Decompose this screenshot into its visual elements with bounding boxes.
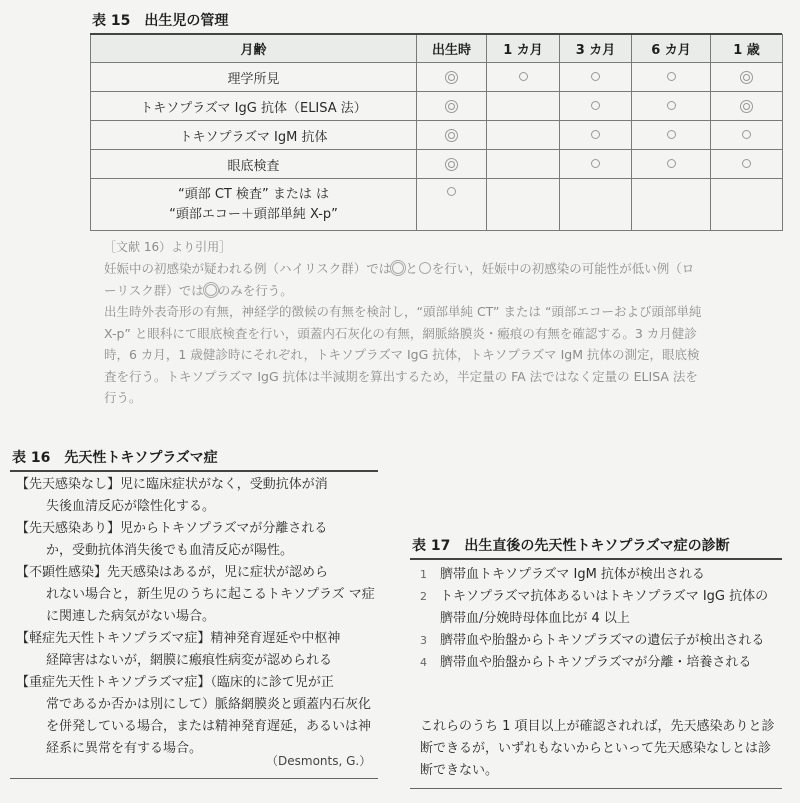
mark-cell: [560, 63, 632, 92]
item-continuation: れない場合と，新生児のうちに起こるトキソプラズ マ症に関連した病気がない場合。: [46, 587, 375, 624]
item-text: 臍帯血や胎盤からトキソプラズマの遺伝子が検出される: [440, 633, 765, 648]
mark-cell: [632, 179, 711, 231]
table15-row: [91, 121, 783, 150]
item-head: 【重症先天性トキソプラズマ症】（臨床的に診て児が正: [16, 675, 334, 690]
circle-icon: [419, 262, 431, 274]
mark-cell: [417, 92, 487, 121]
list-item: [420, 652, 780, 674]
mark-cell: [487, 150, 560, 179]
item-text: 臍帯血トキソプラズマ IgM 抗体が検出される: [440, 567, 705, 582]
header-col: 1 歳: [711, 35, 783, 63]
mark-cell: [417, 150, 487, 179]
circle-icon: [667, 72, 676, 81]
table17-summary: これらのうち 1 項目以上が確認されれば，先天感染ありと診断できるが，いずれもないからといって先天感染なしとは診断できない。: [420, 719, 775, 778]
double-circle-icon: [205, 284, 217, 296]
item-head: 【先天感染あり】児からトキソプラズマが分離される: [16, 521, 328, 536]
double-circle-icon: [392, 262, 404, 274]
item-number: 2: [420, 590, 427, 603]
table15-row: [91, 179, 783, 231]
circle-icon: [519, 72, 528, 81]
table15-title: 表 15 出生児の管理: [92, 13, 229, 29]
row-label: [91, 179, 417, 231]
mark-cell: [417, 63, 487, 92]
list-item: [420, 586, 780, 630]
note-text: を行い，妊娠中の初感染の可能性: [431, 261, 620, 276]
circle-icon: [591, 101, 600, 110]
mark-cell: [632, 121, 711, 150]
row-label: トキソプラズマ IgM 抗体: [91, 121, 417, 150]
table15-row: [91, 63, 783, 92]
notes-paragraph-2: 出生時外表奇形の有無，神経学的徴候の有無を検討し，“頭部単純 CT” または “頭部エコーおよび頭部単純 X-p” と眼科にて眼底検査を行い，頭蓋内石灰化の有無，網脈絡膜炎・瘢痕の有無を確認する。3 カ月健診時，6 カ月，1 歳健診時にそれぞれ，トキソプラズマ IgG 抗体，トキソプラズマ IgM 抗体の測定，眼底検査を行う。トキソプラズマ IgG 抗体は半減期を算出するため，半定量の FA 法ではなく定量の ELISA 法を行う。: [104, 304, 702, 405]
circle-icon: [447, 187, 456, 196]
circle-icon: [667, 101, 676, 110]
table16-bottom-rule: [10, 778, 378, 779]
item-continuation: 経障害はないが，網膜に瘢痕性病変が認められる: [46, 653, 333, 668]
mark-cell: [560, 179, 632, 231]
double-circle-icon: [448, 103, 455, 110]
mark-cell: [487, 179, 560, 231]
double-circle-icon: [448, 161, 455, 168]
mark-cell: [487, 92, 560, 121]
table16-list: [16, 474, 376, 760]
item-number: 3: [420, 634, 427, 647]
mark-cell: [632, 150, 711, 179]
list-item: [16, 518, 376, 562]
item-text: トキソプラズマ抗体あるいはトキソプラズマ IgG 抗体の臍帯血/分娩時母体血比が 4 以上: [440, 589, 769, 626]
double-circle-icon: [743, 74, 750, 81]
list-item: [16, 562, 376, 628]
header-col: 1 カ月: [487, 35, 560, 63]
note-text: 妊娠中の初感染が疑われる例（ハイリスク群）では: [104, 261, 392, 276]
mark-cell: [560, 150, 632, 179]
table17-bottom-rule: [410, 788, 782, 789]
table16-title: 表 16 先天性トキソプラズマ症: [12, 450, 218, 466]
item-number: 4: [420, 656, 427, 669]
item-head: 【軽症先天性トキソプラズマ症】精神発育遅延や中枢神: [16, 631, 341, 646]
header-col: 6 カ月: [632, 35, 711, 63]
double-circle-icon: [448, 74, 455, 81]
table15-top-rule: [90, 33, 782, 35]
mark-cell: [632, 92, 711, 121]
table17-list: [420, 564, 780, 674]
list-item: [16, 474, 376, 518]
table15-row: [91, 150, 783, 179]
note-text: と: [405, 261, 418, 276]
mark-cell: [417, 121, 487, 150]
mark-cell: [632, 63, 711, 92]
row-label-line: “頭部エコー＋頭部単純 X-p”: [169, 206, 338, 222]
double-circle-icon: [743, 103, 750, 110]
row-label-line: “頭部 CT 検査” または は: [177, 186, 330, 202]
table17-title: 表 17 出生直後の先天性トキソプラズマ症の診断: [412, 538, 730, 554]
header-label: 月齢: [91, 35, 417, 63]
list-item: [16, 672, 376, 760]
table17-top-rule: [410, 558, 782, 560]
item-continuation: 常であるか否かは別にして）脈絡網膜炎と頭蓋内石灰化を併発している場合，または精神発育遅延，あるいは神経系に異常を有する場合。: [46, 697, 372, 756]
row-label: トキソプラズマ IgG 抗体（ELISA 法）: [91, 92, 417, 121]
mark-cell: [560, 121, 632, 150]
item-continuation: 失後血清反応が陰性化する。: [46, 499, 216, 514]
mark-cell: [711, 63, 783, 92]
mark-cell: [417, 179, 487, 231]
circle-icon: [591, 130, 600, 139]
mark-cell: [711, 179, 783, 231]
circle-icon: [667, 159, 676, 168]
mark-cell: [487, 121, 560, 150]
item-text: 臍帯血や胎盤からトキソプラズマが分離・培養される: [440, 655, 752, 670]
notes: [104, 258, 704, 409]
circle-icon: [591, 159, 600, 168]
mark-cell: [560, 92, 632, 121]
mark-cell: [487, 63, 560, 92]
row-label: 眼底検査: [91, 150, 417, 179]
list-item: [420, 564, 780, 586]
notes-paragraph-1: [104, 258, 704, 301]
table15: [90, 34, 783, 231]
note-text: が低い例（ローリスク群）では: [104, 261, 695, 298]
item-continuation: か，受動抗体消失後でも血清反応が陽性。: [46, 543, 294, 558]
item-head: 【先天感染なし】児に臨床症状がなく，受動抗体が消: [16, 477, 328, 492]
table15-row: [91, 92, 783, 121]
item-number: 1: [420, 568, 427, 581]
circle-icon: [591, 72, 600, 81]
mark-cell: [711, 121, 783, 150]
circle-icon: [742, 130, 751, 139]
table15-header-row: [91, 35, 783, 63]
table16-source: （Desmonts, G.）: [266, 754, 372, 768]
list-item: [420, 630, 780, 652]
circle-icon: [742, 159, 751, 168]
list-item: [16, 628, 376, 672]
mark-cell: [711, 92, 783, 121]
header-col: 出生時: [417, 35, 487, 63]
mark-cell: [711, 150, 783, 179]
table16-top-rule: [10, 470, 378, 472]
circle-icon: [667, 130, 676, 139]
header-col: 3 カ月: [560, 35, 632, 63]
double-circle-icon: [448, 132, 455, 139]
item-head: 【不顕性感染】先天感染はあるが，児に症状が認めら: [16, 565, 329, 580]
row-label: 理学所見: [91, 63, 417, 92]
reference-note: ［文献 16）より引用］: [104, 240, 232, 254]
note-text: のみを行う。: [217, 282, 293, 298]
